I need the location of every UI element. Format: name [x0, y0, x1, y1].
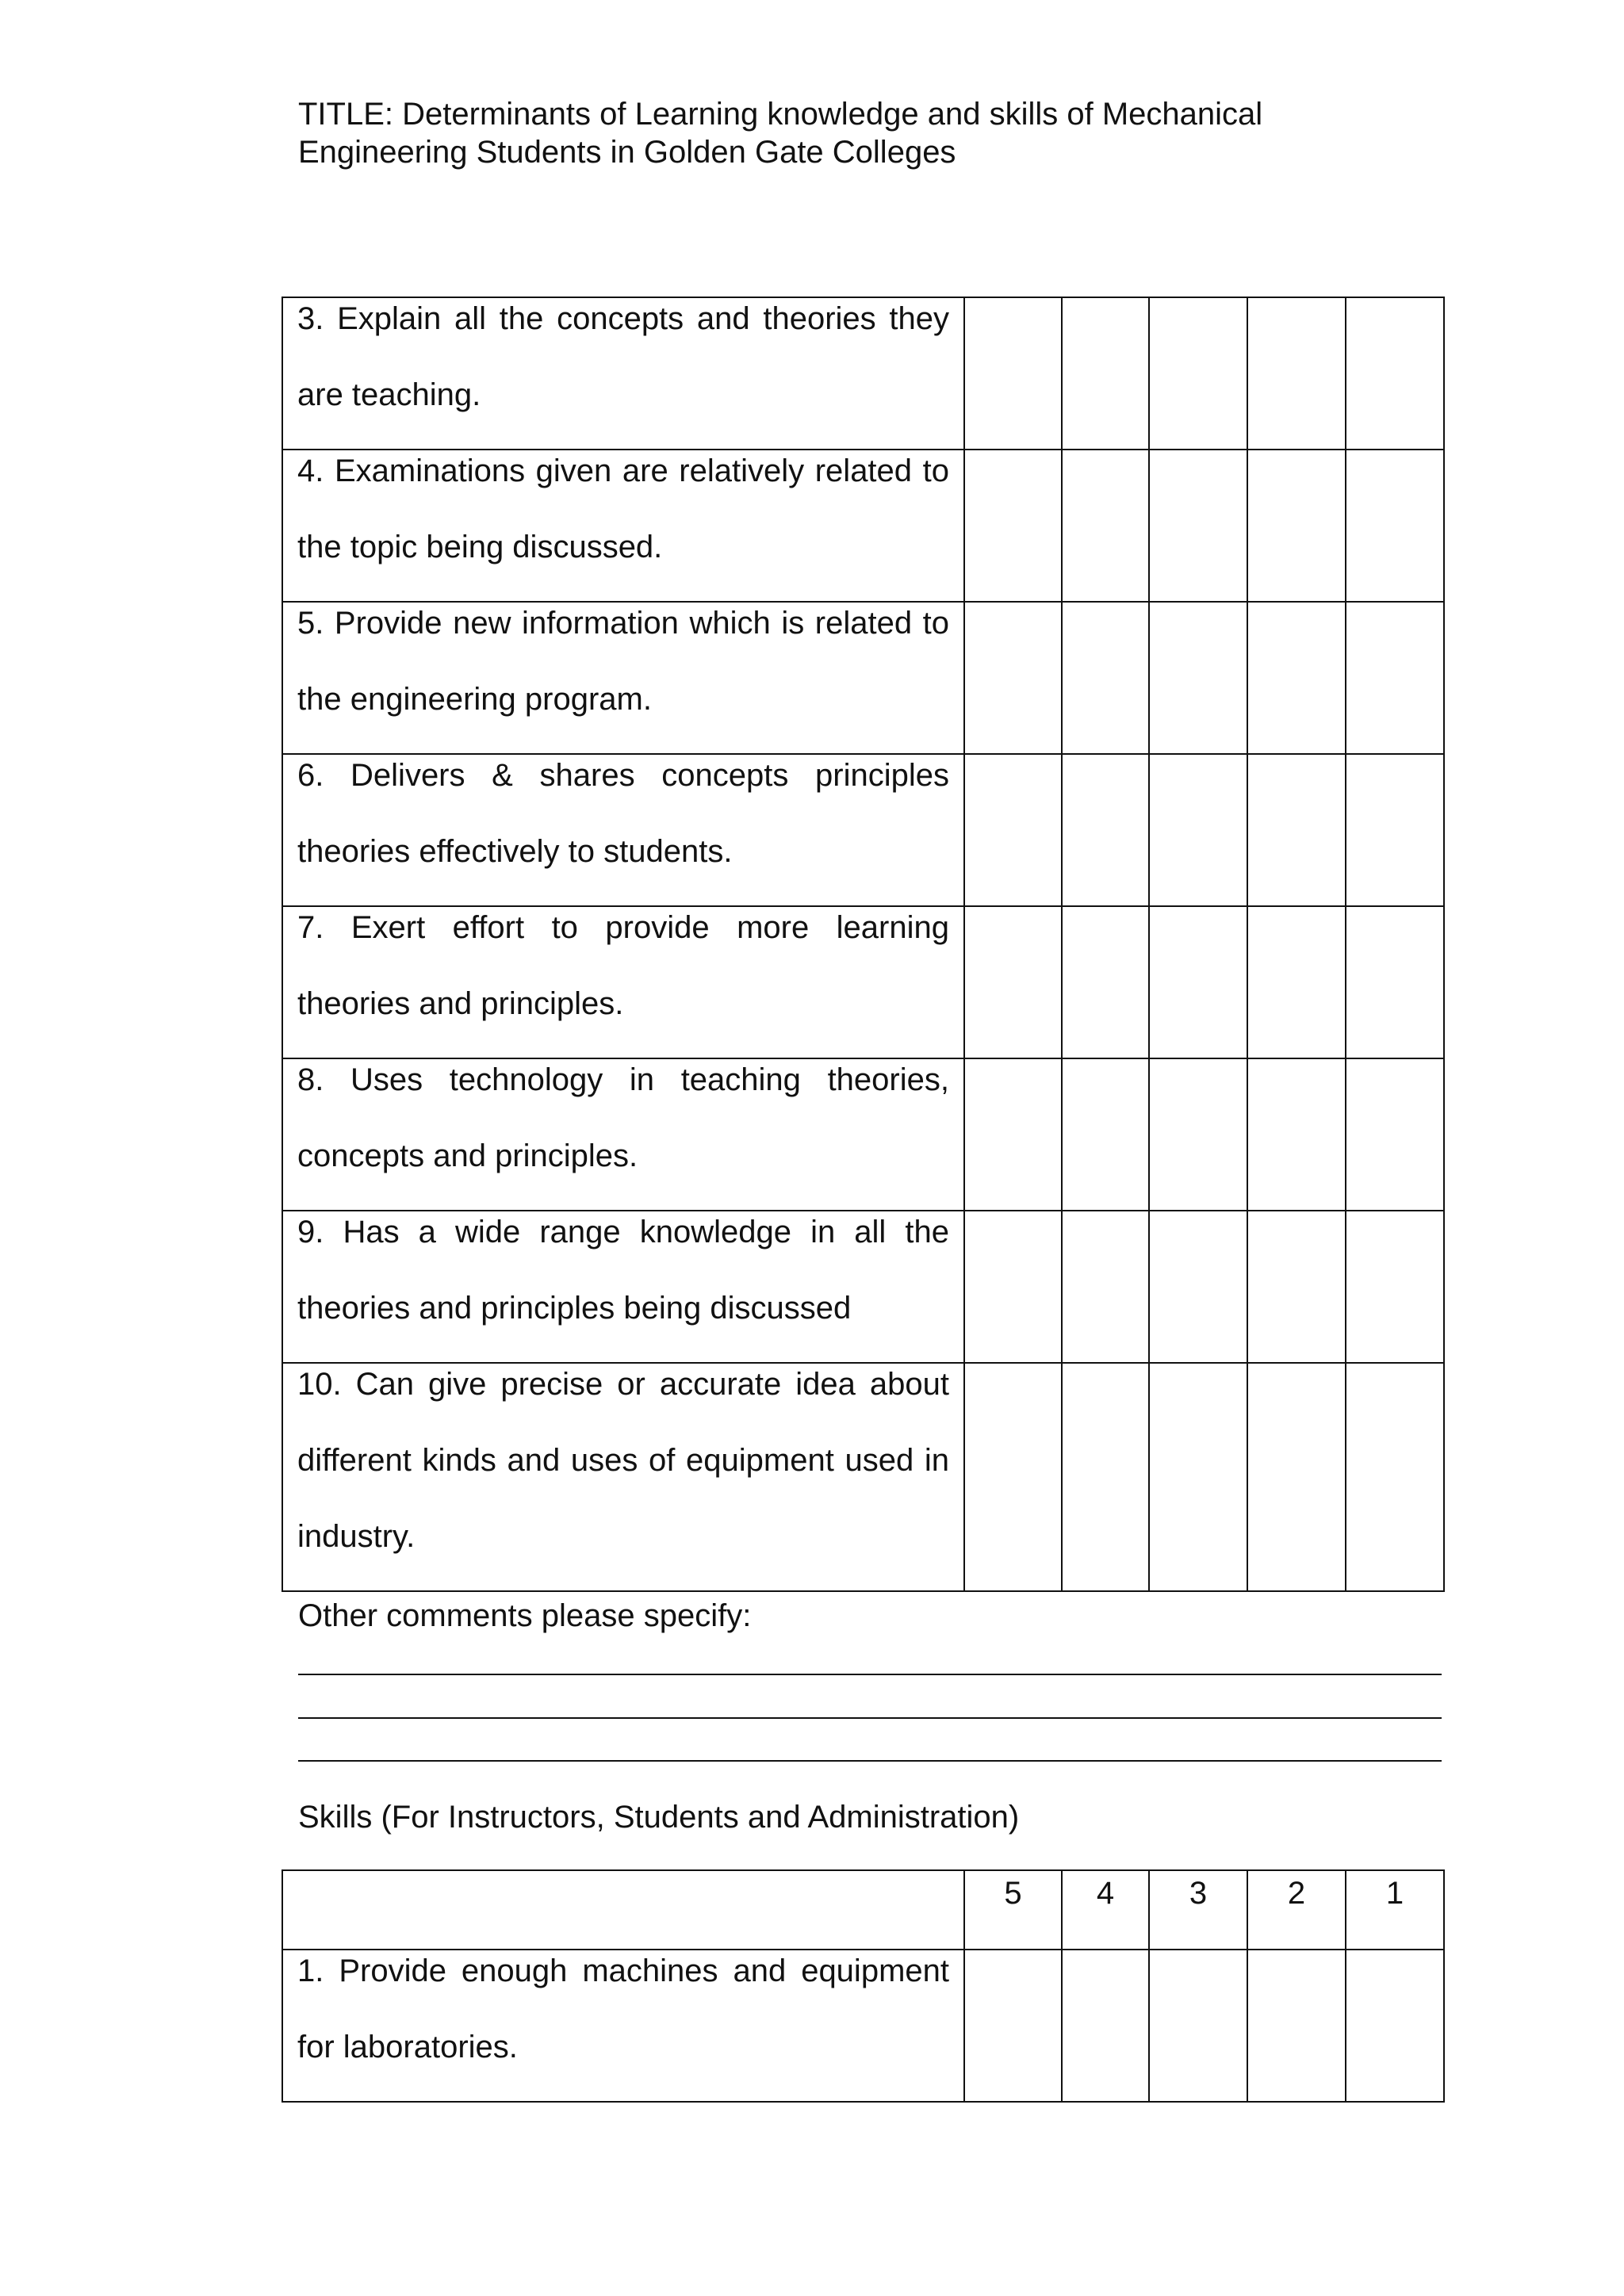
- rating-cell-5[interactable]: [964, 450, 1062, 602]
- table-row: [282, 450, 1444, 602]
- rating-cell-2[interactable]: [1247, 754, 1346, 906]
- table-row: [282, 906, 1444, 1058]
- rating-cell-5[interactable]: [964, 602, 1062, 754]
- statement-cell: [282, 906, 964, 1058]
- rating-cell-4[interactable]: [1062, 906, 1149, 1058]
- rating-cell-4[interactable]: [1062, 450, 1149, 602]
- rating-cell-2[interactable]: [1247, 602, 1346, 754]
- statement-text: 4. Examinations given are relatively related to the topic being discussed.: [297, 453, 949, 564]
- rating-cell-3[interactable]: [1149, 1058, 1247, 1211]
- rating-cell-1[interactable]: [1346, 1058, 1444, 1211]
- table-row: [282, 602, 1444, 754]
- scale-header-3: 3: [1149, 1870, 1247, 1950]
- rating-cell-1[interactable]: [1346, 906, 1444, 1058]
- statement-text: 7. Exert effort to provide more learning theories and principles.: [297, 910, 949, 1021]
- scale-header-1: 1: [1346, 1870, 1444, 1950]
- rating-cell-3[interactable]: [1149, 1950, 1247, 2102]
- title-line-1: TITLE: Determinants of Learning knowledge and skills of Mechanical: [298, 97, 1263, 132]
- skills-rating-table: [282, 1869, 1445, 2103]
- page-title: [298, 95, 1329, 171]
- table-row: [282, 1363, 1444, 1591]
- knowledge-rating-table: [282, 297, 1445, 1592]
- rating-cell-3[interactable]: [1149, 297, 1247, 450]
- rating-cell-5[interactable]: [964, 1363, 1062, 1591]
- table-row: [282, 1211, 1444, 1363]
- rating-cell-3[interactable]: [1149, 906, 1247, 1058]
- rating-cell-2[interactable]: [1247, 1363, 1346, 1591]
- statement-cell: [282, 602, 964, 754]
- rating-cell-1[interactable]: [1346, 297, 1444, 450]
- rating-cell-3[interactable]: [1149, 754, 1247, 906]
- statement-cell: [282, 1058, 964, 1211]
- rating-cell-5[interactable]: [964, 1058, 1062, 1211]
- rating-cell-5[interactable]: [964, 1211, 1062, 1363]
- statement-text: 9. Has a wide range knowledge in all the theories and principles being discussed: [297, 1215, 949, 1326]
- statement-cell: [282, 297, 964, 450]
- rating-cell-4[interactable]: [1062, 1363, 1149, 1591]
- statement-text: 5. Provide new information which is related to the engineering program.: [297, 606, 949, 717]
- rating-cell-5[interactable]: [964, 754, 1062, 906]
- statement-text: 8. Uses technology in teaching theories, concepts and principles.: [297, 1062, 949, 1173]
- rating-cell-1[interactable]: [1346, 754, 1444, 906]
- rating-cell-4[interactable]: [1062, 1211, 1149, 1363]
- rating-cell-3[interactable]: [1149, 1363, 1247, 1591]
- rating-cell-2[interactable]: [1247, 906, 1346, 1058]
- rating-cell-1[interactable]: [1346, 1950, 1444, 2102]
- rating-cell-3[interactable]: [1149, 602, 1247, 754]
- statement-text: 6. Delivers & shares concepts principles theories effectively to students.: [297, 758, 949, 869]
- other-comments-label: Other comments please specify:: [298, 1598, 752, 1633]
- table-row: [282, 1058, 1444, 1211]
- rating-cell-2[interactable]: [1247, 450, 1346, 602]
- rating-cell-4[interactable]: [1062, 602, 1149, 754]
- rating-cell-5[interactable]: [964, 297, 1062, 450]
- scale-header-2: 2: [1247, 1870, 1346, 1950]
- rating-cell-4[interactable]: [1062, 1058, 1149, 1211]
- rating-cell-4[interactable]: [1062, 1950, 1149, 2102]
- skills-heading: Skills (For Instructors, Students and Administration): [298, 1800, 1020, 1835]
- table-row: [282, 754, 1444, 906]
- statement-cell: [282, 450, 964, 602]
- rating-cell-2[interactable]: [1247, 1058, 1346, 1211]
- comment-line-2[interactable]: [298, 1717, 1442, 1719]
- rating-cell-5[interactable]: [964, 906, 1062, 1058]
- rating-cell-4[interactable]: [1062, 297, 1149, 450]
- table-row: [282, 297, 1444, 450]
- scale-header-4: 4: [1062, 1870, 1149, 1950]
- rating-cell-2[interactable]: [1247, 297, 1346, 450]
- statement-text: 1. Provide enough machines and equipment for laboratories.: [297, 1954, 949, 2064]
- rating-cell-1[interactable]: [1346, 450, 1444, 602]
- rating-cell-1[interactable]: [1346, 602, 1444, 754]
- statement-cell: [282, 1950, 964, 2102]
- comment-line-3[interactable]: [298, 1760, 1442, 1762]
- rating-cell-3[interactable]: [1149, 1211, 1247, 1363]
- rating-cell-1[interactable]: [1346, 1211, 1444, 1363]
- statement-text: 3. Explain all the concepts and theories they are teaching.: [297, 301, 949, 412]
- rating-cell-3[interactable]: [1149, 450, 1247, 602]
- rating-cell-1[interactable]: [1346, 1363, 1444, 1591]
- statement-text: 10. Can give precise or accurate idea about different kinds and uses of equipment used in industry.: [297, 1367, 949, 1554]
- scale-header-5: 5: [964, 1870, 1062, 1950]
- rating-cell-5[interactable]: [964, 1950, 1062, 2102]
- statement-cell: [282, 754, 964, 906]
- rating-cell-2[interactable]: [1247, 1211, 1346, 1363]
- statement-cell: [282, 1211, 964, 1363]
- comment-line-1[interactable]: [298, 1674, 1442, 1675]
- statement-cell: [282, 1363, 964, 1591]
- rating-cell-2[interactable]: [1247, 1950, 1346, 2102]
- title-line-2: Engineering Students in Golden Gate Colleges: [298, 135, 956, 170]
- table-row: [282, 1950, 1444, 2102]
- rating-cell-4[interactable]: [1062, 754, 1149, 906]
